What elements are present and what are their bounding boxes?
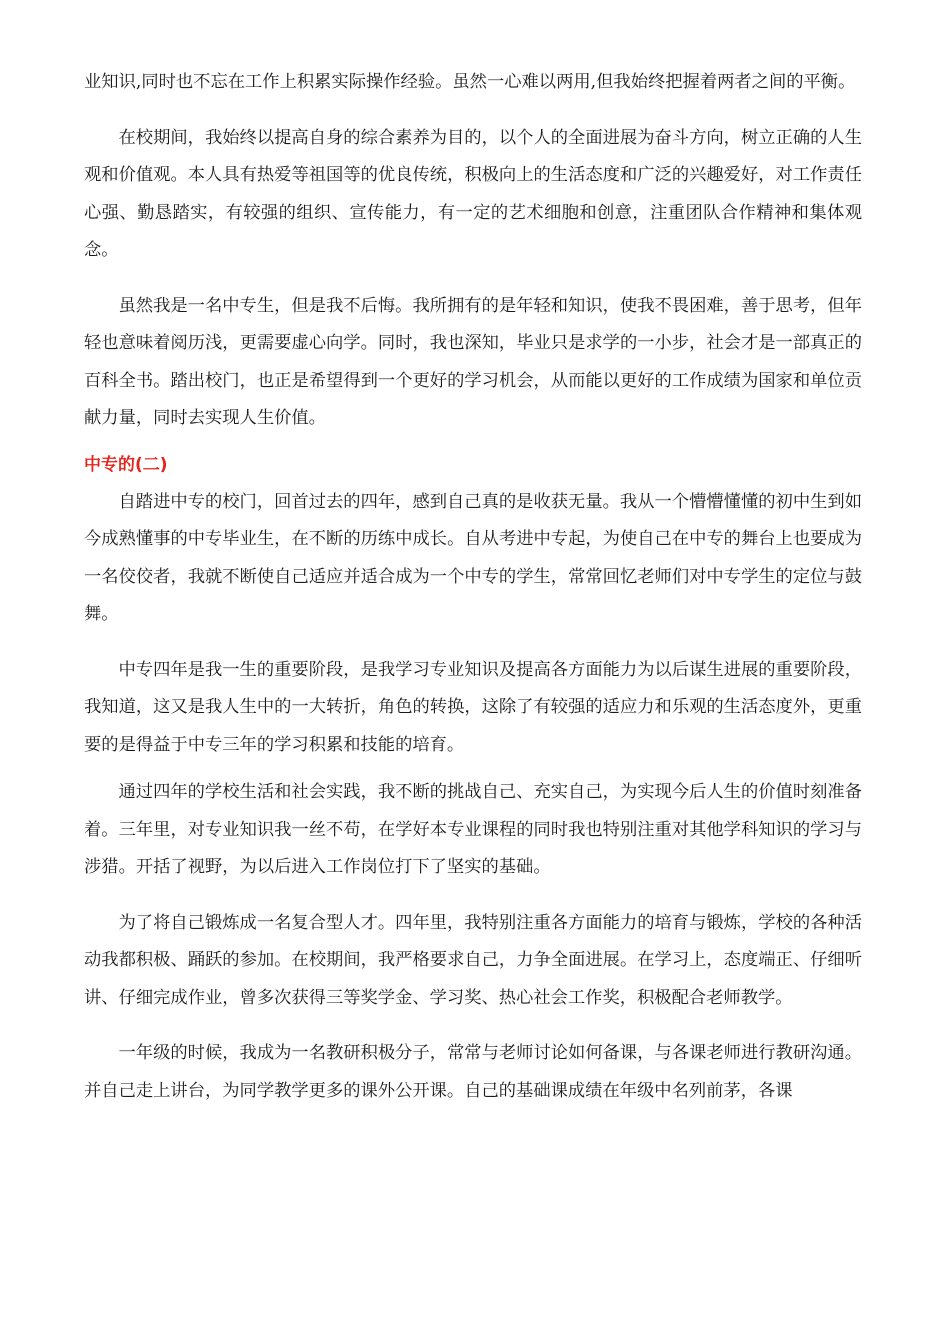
paragraph-6: 通过四年的学校生活和社会实践，我不断的挑战自己、充实自己，为实现今后人生的价值时刻准备着。三年里，对专业知识我一丝不苟，在学好本专业课程的同时我也特别注重对其他学科知识的学习与涉猎。开括了视野，为以后进入工作岗位打下了坚实的基础。 xyxy=(84,782,862,877)
paragraph-7: 为了将自己锻炼成一名复合型人才。四年里，我特别注重各方面能力的培育与锻炼，学校的各种活动我都积极、踊跃的参加。在校期间，我严格要求自己，力争全面进展。在学习上，态度端正、仔细听讲、仔细完成作业，曾多次获得三等奖学金、学习奖、热心社会工作奖，积极配合老师教学。 xyxy=(84,912,862,1008)
document-page xyxy=(84,64,862,1110)
section-heading: 中专的(二) xyxy=(84,454,168,475)
paragraph-3: 虽然我是一名中专生，但是我不后悔。我所拥有的是年轻和知识，使我不畏困难，善于思考，但年轻也意味着阅历浅，更需要虚心向学。同时，我也深知，毕业只是求学的一小步，社会才是一部真正的百科全书。踏出校门，也正是希望得到一个更好的学习机会，从而能以更好的工作成绩为国家和单位贡献力量，同时去实现人生价值。 xyxy=(84,295,862,428)
paragraph-4: 自踏进中专的校门，回首过去的四年，感到自己真的是收获无量。我从一个懵懵懂懂的初中生到如今成熟懂事的中专毕业生，在不断的历练中成长。自从考进中专起，为使自己在中专的舞台上也要成为一名佼佼者，我就不断使自己适应并适合成为一个中专的学生，常常回忆老师们对中专学生的定位与鼓舞。 xyxy=(84,491,862,624)
paragraph-2: 在校期间，我始终以提高自身的综合素养为目的，以个人的全面进展为奋斗方向，树立正确的人生观和价值观。本人具有热爱等祖国等的优良传统，积极向上的生活态度和广泛的兴趣爱好，对工作责任心强、勤恳踏实，有较强的组织、宣传能力，有一定的艺术细胞和创意，注重团队合作精神和集体观念。 xyxy=(84,127,862,260)
paragraph-1: 业知识,同时也不忘在工作上积累实际操作经验。虽然一心难以两用,但我始终把握着两者之间的平衡。 xyxy=(84,72,856,92)
paragraph-8: 一年级的时候，我成为一名教研积极分子，常常与老师讨论如何备课，与各课老师进行教研沟通。并自己走上讲台，为同学教学更多的课外公开课。自己的基础课成绩在年级中名列前茅，各课 xyxy=(84,1043,862,1101)
paragraph-5: 中专四年是我一生的重要阶段，是我学习专业知识及提高各方面能力为以后谋生进展的重要阶段，我知道，这又是我人生中的一大转折，角色的转换，这除了有较强的适应力和乐观的生活态度外，更重要的是得益于中专三年的学习积累和技能的培育。 xyxy=(84,659,862,755)
